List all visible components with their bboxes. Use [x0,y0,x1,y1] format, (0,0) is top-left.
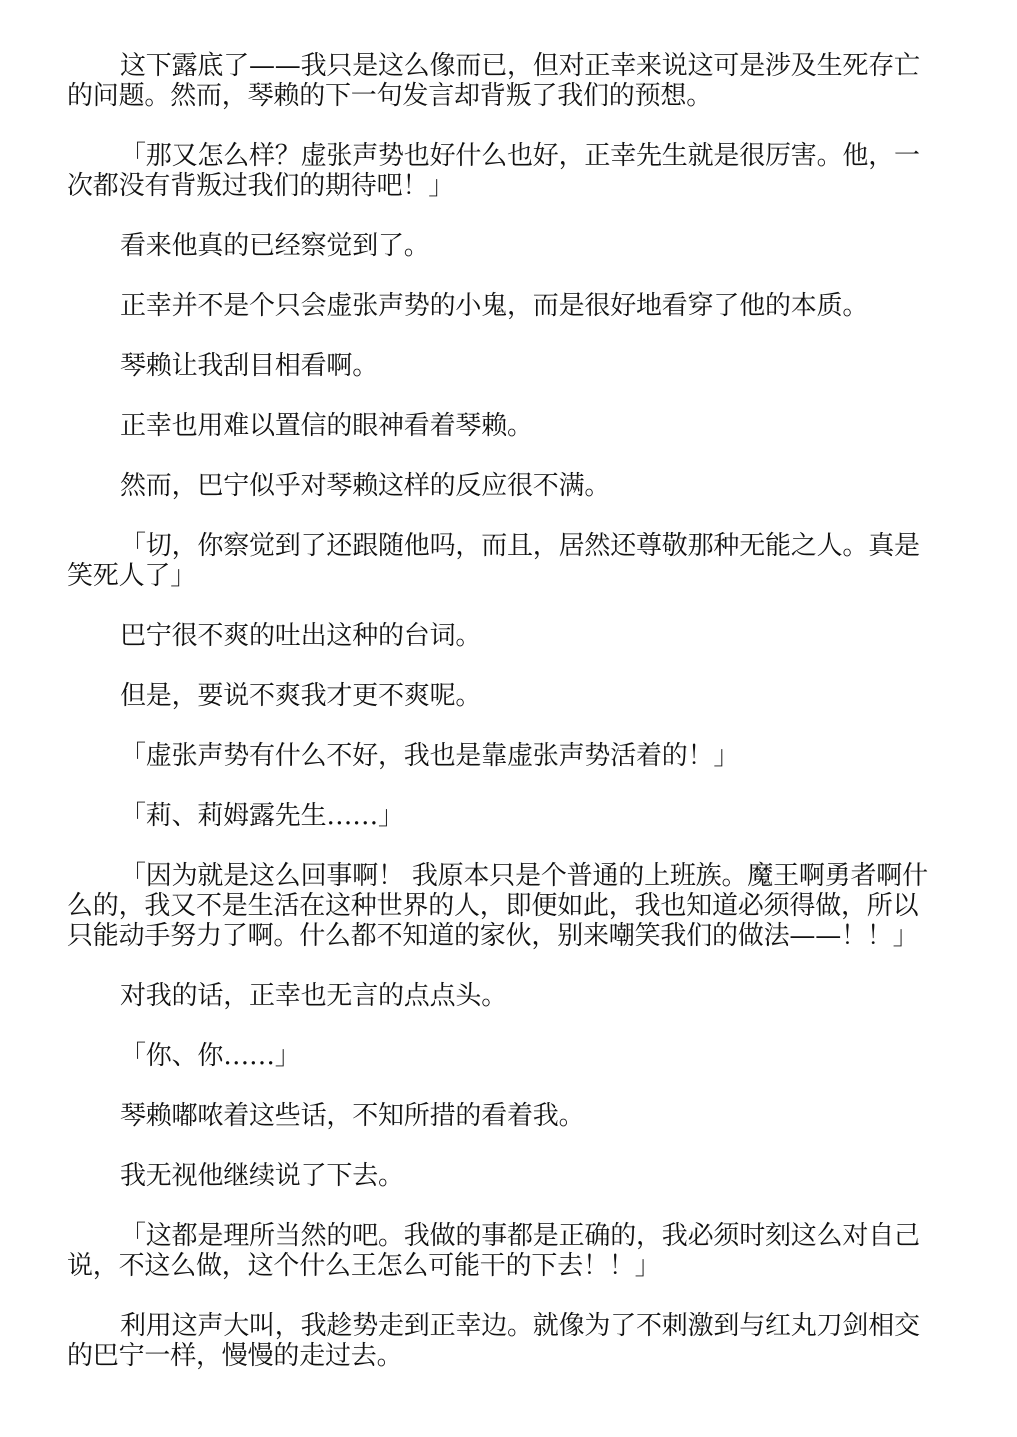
paragraph [67,801,937,831]
text-line: 看来他真的已经察觉到了。 [120,231,430,261]
text-line: 利用这声大叫，我趁势走到正幸边。就像为了不刺激到与红丸刀剑相交 [120,1311,920,1341]
text-line: 「虚张声势有什么不好，我也是靠虚张声势活着的！」 [120,741,740,771]
text-line: 琴赖让我刮目相看啊。 [120,351,379,381]
text-line: 的问题。然而，琴赖的下一句发言却背叛了我们的预想。 [67,81,713,111]
text-line: 正幸并不是个只会虚张声势的小鬼，而是很好地看穿了他的本质。 [120,291,869,321]
paragraph [67,351,937,381]
paragraph [67,1311,937,1371]
text-line: 我无视他继续说了下去。 [120,1161,404,1191]
paragraph [67,141,937,201]
paragraph [67,681,937,711]
paragraph [67,231,937,261]
text-line: 正幸也用难以置信的眼神看着琴赖。 [120,411,533,441]
text-line: 「你、你……」 [120,1041,301,1071]
text-line: 「切，你察觉到了还跟随他吗，而且，居然还尊敬那种无能之人。真是 [120,531,920,561]
text-line: 但是，要说不爽我才更不爽呢。 [120,681,482,711]
paragraph [67,411,937,441]
text-line: 「莉、莉姆露先生……」 [120,801,404,831]
text-line: 次都没有背叛过我们的期待吧！」 [67,171,455,201]
text-line: 这下露底了——我只是这么像而已，但对正幸来说这可是涉及生死存亡 [120,51,920,81]
text-line: 「这都是理所当然的吧。我做的事都是正确的，我必须时刻这么对自己 [120,1221,920,1251]
paragraph [67,621,937,651]
paragraph [67,1101,937,1131]
paragraph [67,471,937,501]
paragraph [67,981,937,1011]
text-line: 「那又怎么样？虚张声势也好什么也好，正幸先生就是很厉害。他，一 [120,141,920,171]
text-line: 说，不这么做，这个什么王怎么可能干的下去！！」 [67,1251,661,1281]
text-line: 「因为就是这么回事啊！ 我原本只是个普通的上班族。魔王啊勇者啊什 [120,861,928,891]
text-line: 然而，巴宁似乎对琴赖这样的反应很不满。 [120,471,611,501]
text-line: 巴宁很不爽的吐出这种的台词。 [120,621,482,651]
paragraph [67,291,937,321]
text-line: 笑死人了」 [67,561,197,591]
text-line: 的巴宁一样，慢慢的走过去。 [67,1341,403,1371]
paragraph [67,1041,937,1071]
text-line: 只能动手努力了啊。什么都不知道的家伙，别来嘲笑我们的做法——！！」 [67,921,919,951]
paragraph [67,1161,937,1191]
paragraph [67,861,937,951]
text-line: 琴赖嘟哝着这些话，不知所措的看着我。 [120,1101,585,1131]
paragraph [67,51,937,111]
text-line: 么的，我又不是生活在这种世界的人，即便如此，我也知道必须得做，所以 [67,891,919,921]
text-line: 对我的话，正幸也无言的点点头。 [120,981,508,1011]
paragraph [67,741,937,771]
paragraph [67,1221,937,1281]
paragraph [67,531,937,591]
